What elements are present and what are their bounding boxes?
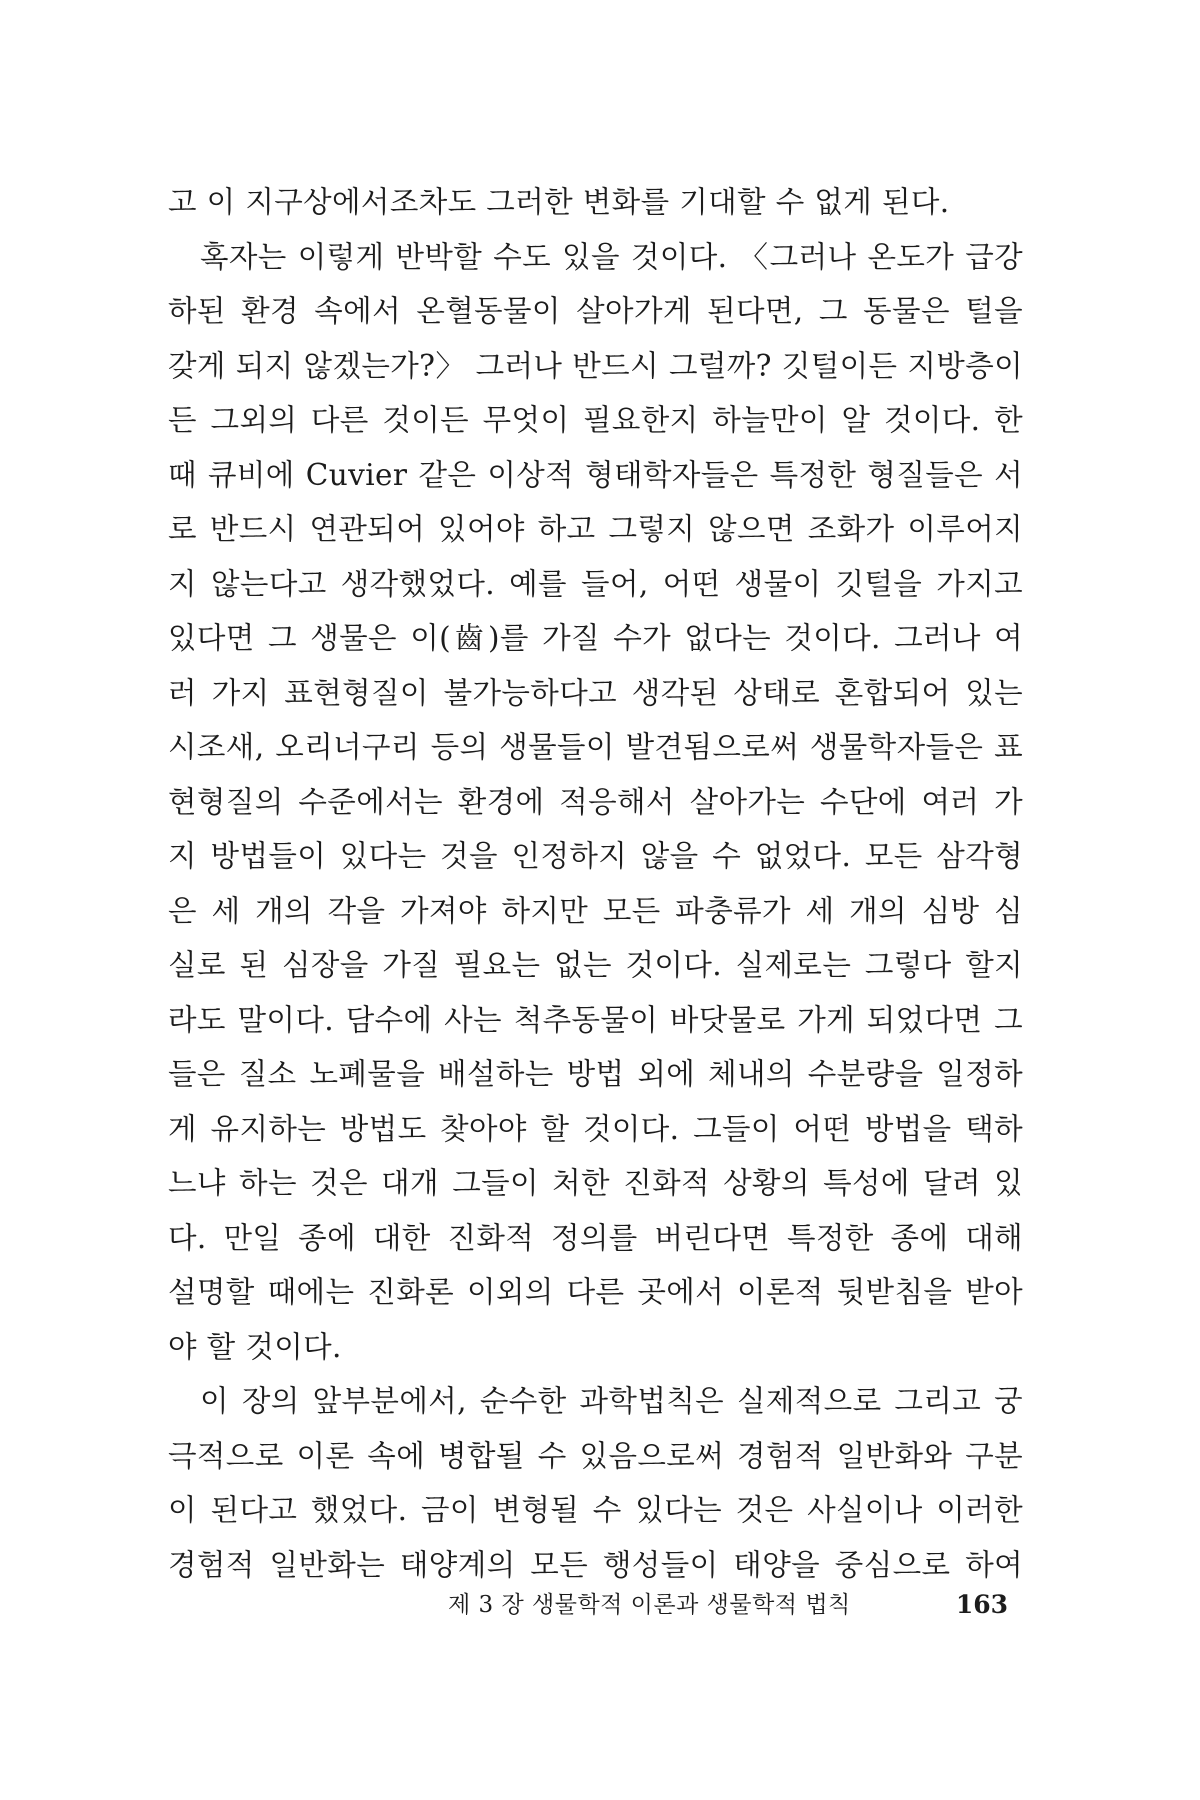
text-line: 시조새, 오리너구리 등의 생물들이 발견됨으로써 생물학자들은 표 (168, 730, 1023, 764)
text-line: 극적으로 이론 속에 병합될 수 있음으로써 경험적 일반화와 구분 (168, 1438, 1023, 1473)
text-line: 은 세 개의 각을 가져야 하지만 모든 파충류가 세 개의 심방 심 (168, 893, 1023, 928)
page-footer (448, 1585, 1008, 1625)
text-line: 현형질의 수준에서는 환경에 적응해서 살아가는 수단에 여러 가 (168, 784, 1023, 819)
text-line: 든 그외의 다른 것이든 무엇이 필요한지 하늘만이 알 것이다. 한 (168, 403, 1023, 437)
text-line: 갖게 되지 않겠는가?〉 그러나 반드시 그럴까? 깃털이든 지방층이 (168, 348, 1023, 383)
text-line: 때 큐비에 Cuvier 같은 이상적 형태학자들은 특정한 형질들은 서 (168, 457, 1023, 492)
text-line: 지 않는다고 생각했었다. 예를 들어, 어떤 생물이 깃털을 가지고 (168, 566, 1023, 601)
text-line: 라도 말이다. 담수에 사는 척추동물이 바닷물로 가게 되었다면 그 (168, 1002, 1023, 1037)
text-line: 야 할 것이다. (168, 1329, 342, 1364)
text-line: 이 된다고 했었다. 금이 변형될 수 있다는 것은 사실이나 이러한 (168, 1493, 1023, 1527)
text-line: 혹자는 이렇게 반박할 수도 있을 것이다. 〈그러나 온도가 급강 (200, 239, 1023, 274)
text-line: 실로 된 심장을 가질 필요는 없는 것이다. 실제로는 그렇다 할지 (168, 948, 1023, 982)
text-line: 러 가지 표현형질이 불가능하다고 생각된 상태로 혼합되어 있는 (168, 675, 1023, 710)
text-line: 하된 환경 속에서 온혈동물이 살아가게 된다면, 그 동물은 털을 (168, 294, 1023, 328)
text-line: 게 유지하는 방법도 찾아야 할 것이다. 그들이 어떤 방법을 택하 (168, 1111, 1023, 1146)
body-text (168, 175, 1023, 1592)
page-number: 163 (955, 1590, 1008, 1619)
text-line: 느냐 하는 것은 대개 그들이 처한 진화적 상황의 특성에 달려 있 (168, 1166, 1023, 1200)
text-line: 고 이 지구상에서조차도 그러한 변화를 기대할 수 없게 된다. (168, 185, 950, 219)
text-line: 있다면 그 생물은 이(齒)를 가질 수가 없다는 것이다. 그러나 여 (168, 621, 1023, 655)
running-footer-chapter: 제 3 장 생물학적 이론과 생물학적 법칙 (448, 1592, 851, 1618)
text-line: 이 장의 앞부분에서, 순수한 과학법칙은 실제적으로 그리고 궁 (200, 1384, 1023, 1418)
text-line: 설명할 때에는 진화론 이외의 다른 곳에서 이론적 뒷받침을 받아 (168, 1275, 1023, 1309)
text-line: 다. 만일 종에 대한 진화적 정의를 버린다면 특정한 종에 대해 (168, 1220, 1023, 1255)
text-line: 지 방법들이 있다는 것을 인정하지 않을 수 없었다. 모든 삼각형 (168, 839, 1023, 873)
text-line: 경험적 일반화는 태양계의 모든 행성들이 태양을 중심으로 하여 (168, 1547, 1023, 1582)
text-line: 들은 질소 노폐물을 배설하는 방법 외에 체내의 수분량을 일정하 (168, 1057, 1023, 1091)
text-line: 로 반드시 연관되어 있어야 하고 그렇지 않으면 조화가 이루어지 (168, 512, 1023, 546)
